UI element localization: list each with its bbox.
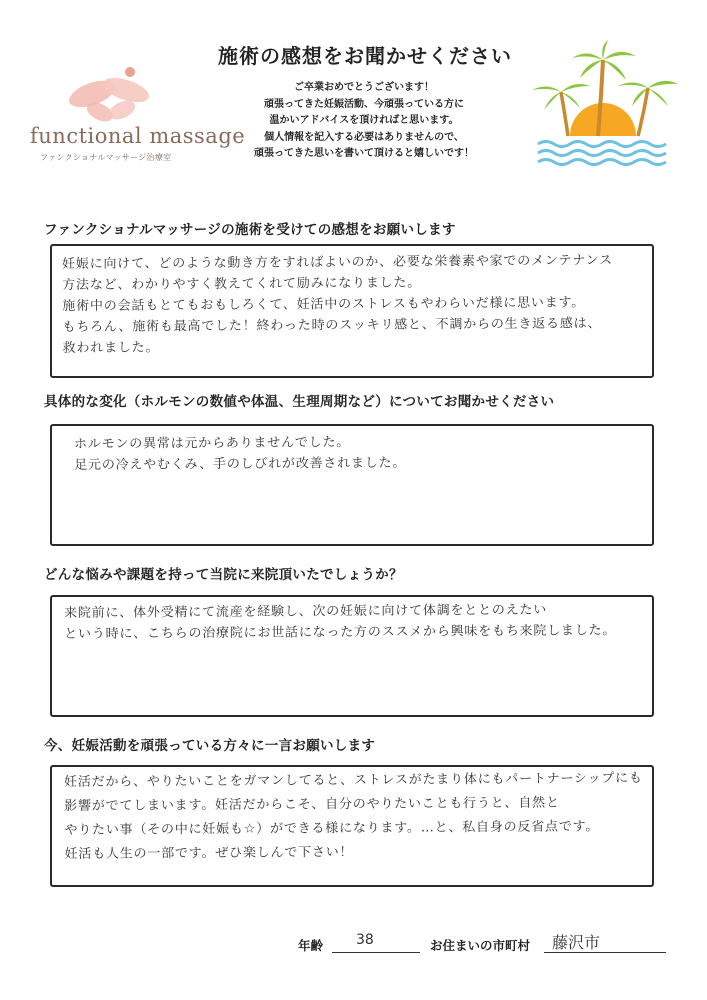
logo-text: functional massage bbox=[30, 124, 246, 148]
answer-line: もちろん、施術も最高でした！終わった時のスッキリ感と、不調からの生き返る感は、 bbox=[62, 316, 602, 335]
intro-message bbox=[228, 80, 500, 163]
intro-line: 頑張ってきた思いを書いて頂けると嬉しいです！ bbox=[254, 148, 474, 159]
answer-line: 足元の冷えやむくみ、手のしびれが改善されました。 bbox=[74, 455, 407, 473]
question-4: 今、妊娠活動を頑張っている方々に一言お願いします bbox=[44, 738, 376, 754]
intro-line: 頑張ってきた妊娠活動、今頑張っている方に bbox=[264, 98, 464, 110]
answer-line: やりたい事（その中に妊娠も☆）ができる様になります。…と、私自身の反省点です。 bbox=[64, 819, 600, 838]
palm-tree-icon bbox=[528, 40, 678, 170]
butterfly-logo-icon bbox=[30, 60, 200, 130]
palm-sunset-illustration bbox=[528, 40, 678, 170]
intro-line: 個人情報を記入する必要はありませんので、 bbox=[264, 131, 464, 143]
age-value: 38 bbox=[356, 932, 374, 948]
question-2: 具体的な変化（ホルモンの数値や体温、生理周期など）についてお聞かせください bbox=[44, 394, 555, 410]
answer-line: 妊娠に向けて、どのような動き方をすればよいのか、必要な栄養素や家でのメンテナンス bbox=[62, 253, 613, 272]
intro-line: ご卒業おめでとうございます！ bbox=[294, 82, 434, 93]
answer-box-1 bbox=[50, 244, 654, 378]
page-title: 施術の感想をお聞かせください bbox=[218, 44, 512, 68]
intro-line: 温かいアドバイスを頂ければと思います。 bbox=[269, 115, 459, 126]
answer-line: 妊活だから、やりたいことをガマンしてると、ストレスがたまり体にもパートナーシップにも bbox=[64, 770, 643, 790]
answer-line: 妊活も人生の一部です。ぜひ楽しんで下さい！ bbox=[64, 844, 354, 862]
answer-line: 方法など、わかりやすく教えてくれて励みになりました。 bbox=[62, 275, 422, 293]
age-underline bbox=[332, 951, 420, 953]
logo-subtitle: ファンクショナルマッサージ治療室 bbox=[40, 153, 172, 162]
answer-line: 来院前に、体外受精にて流産を経験し、次の妊娠に向けて体調をととのえたい bbox=[64, 602, 548, 621]
answer-line: という時に、こちらの治療院にお世話になった方のススメから興味をもち来院しました。 bbox=[64, 623, 617, 642]
city-value: 藤沢市 bbox=[552, 933, 601, 952]
answer-line: 施術中の会話もとてもおもしろくて、妊活中のストレスもやわらいだ様に思います。 bbox=[62, 295, 586, 314]
answer-line: ホルモンの異常は元からありませんでした。 bbox=[74, 435, 351, 452]
city-label: お住まいの市町村 bbox=[430, 938, 531, 953]
age-label: 年齢 bbox=[298, 938, 324, 953]
answer-box-4 bbox=[50, 765, 654, 887]
answer-box-2 bbox=[50, 424, 654, 546]
answer-line: 救われました。 bbox=[62, 340, 160, 356]
question-3: どんな悩みや課題を持って当院に来院頂いたでしょうか？ bbox=[44, 567, 403, 583]
answer-box-3 bbox=[50, 595, 654, 717]
question-1: ファンクショナルマッサージの施術を受けての感想をお願いします bbox=[44, 222, 456, 238]
answer-line: 影響がでてしまいます。妊活だからこそ、自分のやりたいことも行うと、自然と bbox=[64, 795, 560, 814]
